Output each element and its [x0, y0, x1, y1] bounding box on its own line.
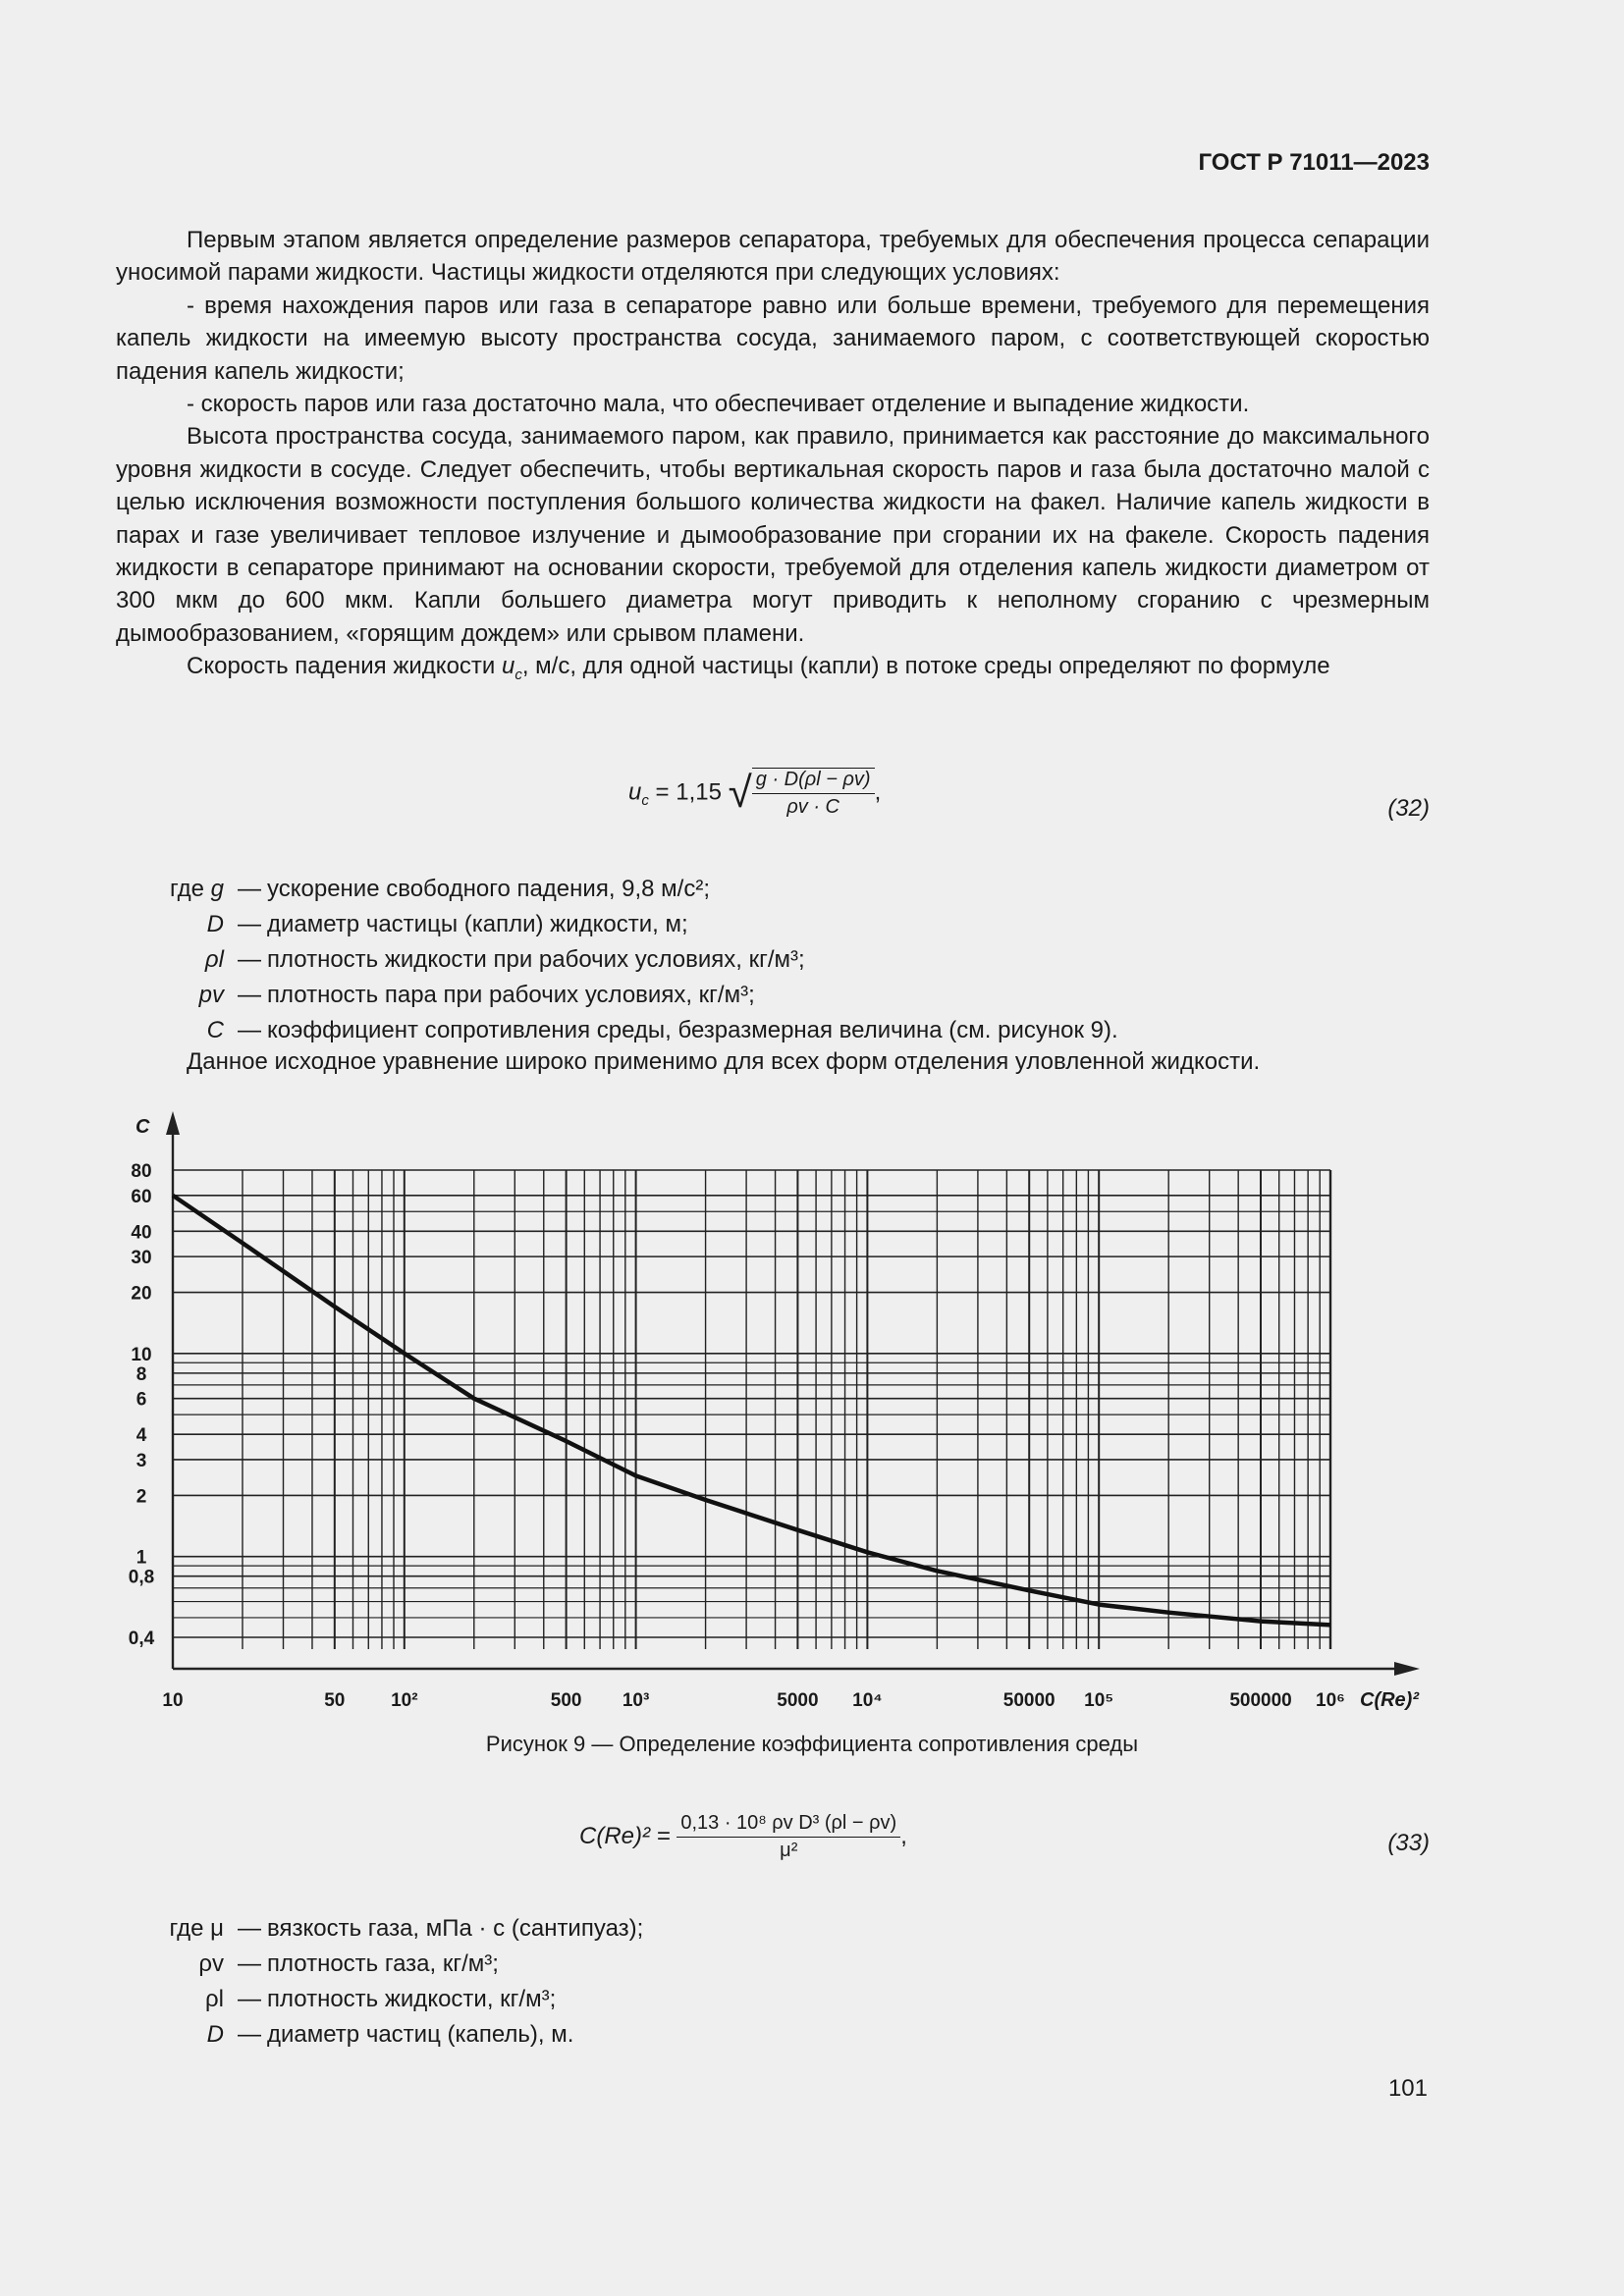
y-tick-label: 60 — [131, 1186, 152, 1207]
x-tick-label: 500000 — [1229, 1690, 1292, 1711]
where-item: C — коэффициент сопротивления среды, безразмерная величина (см. рисунок 9). — [206, 1017, 1118, 1043]
paragraph: Первым этапом является определение размеров сепаратора, требуемых для обеспечения процесса сепарации уносимой парами жидкости. Частицы жидкости отделяются при следующих условиях: — [116, 227, 1430, 287]
formula-32-fraction: $\frac{g \cdot D(\rho l - \rho v)}{\rho v \cdot C}$ — [752, 768, 875, 819]
x-tick-label: 10⁵ — [1084, 1690, 1114, 1711]
formula-32 — [0, 762, 1430, 840]
after-text: Данное исходное уравнение широко применимо для всех форм отделения уловленной жидкости. — [187, 1048, 1261, 1075]
y-tick-label: 40 — [131, 1222, 152, 1244]
velocity-intro: Скорость падения жидкости $u_c$, м/с, для одной частицы (капли) в потоке среды определяют по формуле — [187, 653, 1330, 684]
drag-coefficient-chart — [98, 1099, 1453, 1728]
y-tick-label: 4 — [135, 1425, 147, 1447]
x-tick-label: 10³ — [622, 1690, 650, 1711]
page-number: 101 — [1387, 2075, 1428, 2102]
y-tick-label: 8 — [135, 1363, 147, 1385]
where-item: ρl — плотность жидкости при рабочих условиях, кг/м³; — [204, 946, 805, 973]
formula-33-expression: C(Re)² = $\frac{\text{0,13 · 10⁸ ρv D³ (ρl − ρv)}}{\text{μ²}}$ , — [579, 1812, 907, 1861]
y-tick-label: 10 — [131, 1344, 152, 1365]
formula-32-number: (32) — [1387, 795, 1430, 822]
where-item: где μ — вязкость газа, мПа · с (сантипуаз); — [169, 1915, 644, 1942]
x-axis-arrow-icon — [1394, 1662, 1420, 1676]
where-item: ρl — плотность жидкости, кг/м³; — [205, 1986, 557, 2012]
x-tick-label: 50 — [324, 1690, 346, 1711]
x-tick-label: 5000 — [777, 1690, 819, 1711]
formula-33-number: (33) — [1387, 1830, 1430, 1856]
x-tick-label: 10⁴ — [852, 1690, 883, 1711]
y-axis-arrow-icon — [166, 1111, 180, 1135]
y-tick-label: 3 — [135, 1450, 147, 1471]
y-tick-label: 2 — [135, 1486, 147, 1508]
y-tick-label: 6 — [135, 1389, 147, 1411]
paragraph: - время нахождения паров или газа в сепараторе равно или больше времени, требуемого для перемещения капель жидкости на имеемую высоту пространства сосуда, занимаемого паром, с соответствующей скоростью падения капель жидкости; — [116, 292, 1430, 385]
where-item: D — диаметр частицы (капли) жидкости, м; — [206, 911, 688, 937]
document-header: ГОСТ Р 71011—2023 — [1198, 149, 1430, 176]
y-tick-label: 20 — [131, 1283, 152, 1305]
y-tick-label: 80 — [131, 1161, 152, 1182]
y-tick-label: 0,8 — [128, 1567, 155, 1588]
x-tick-label: 10 — [162, 1690, 184, 1711]
figure-caption: Рисунок 9 — Определение коэффициента сопротивления среды — [485, 1732, 1139, 1756]
x-tick-label: 500 — [550, 1690, 582, 1711]
formula-33 — [0, 1806, 1430, 1885]
y-tick-label: 30 — [131, 1248, 152, 1269]
x-tick-label: 10⁶ — [1316, 1690, 1345, 1711]
y-tick-label: 1 — [135, 1547, 147, 1569]
paragraph: - скорость паров или газа достаточно мала, что обеспечивает отделение и выпадение жидкости. — [187, 391, 1250, 418]
where-item: pv — плотность пара при рабочих условиях, кг/м³; — [198, 982, 755, 1008]
sqrt-icon: √ — [728, 769, 752, 817]
where-item: где g — ускорение свободного падения, 9,8 м/с²; — [169, 876, 711, 902]
x-tick-label: 50000 — [1002, 1690, 1056, 1711]
body-text — [116, 224, 1430, 691]
where-list-32 — [116, 872, 1118, 1048]
paragraph: Высота пространства сосуда, занимаемого паром, как правило, принимается как расстояние до максимального уровня жидкости в сосуде. Следует обеспечить, чтобы вертикальная скорость паров и газа была достаточно малой с целью исключения возможности поступления большого количества жидкости на факел. Наличие капель жидкости в парах и газе увеличивает тепловое излучение и дымообразование при сгорании их на факеле. Скорость падения жидкости в сепараторе принимают на основании скорости, требуемой для отделения капель жидкости диаметром от 300 мкм до 600 мкм. Капли большего диаметра могут приводить к неполному сгоранию с чрезмерным дымообразованием, «горящим дождем» или срывом пламени. — [116, 423, 1430, 647]
where-item: D — диаметр частиц (капель), м. — [206, 2021, 574, 2048]
where-list-33 — [116, 1911, 643, 2053]
y-tick-label: 0,4 — [128, 1629, 155, 1650]
where-item: ρv — плотность газа, кг/м³; — [198, 1950, 499, 1977]
y-axis-label: C — [135, 1116, 150, 1138]
x-tick-label: 10² — [391, 1690, 418, 1711]
formula-32-expression: $u_c = 1,15$ √ $\frac{g \cdot D(\rho l - \rho v)}{\rho v \cdot C}$ , — [628, 769, 882, 818]
x-axis-label: C(Re)² — [1360, 1689, 1419, 1711]
series-line — [173, 1196, 1330, 1626]
formula-33-fraction: $\frac{\text{0,13 · 10⁸ ρv D³ (ρl − ρv)}}{\text{μ²}}$ — [677, 1812, 900, 1862]
